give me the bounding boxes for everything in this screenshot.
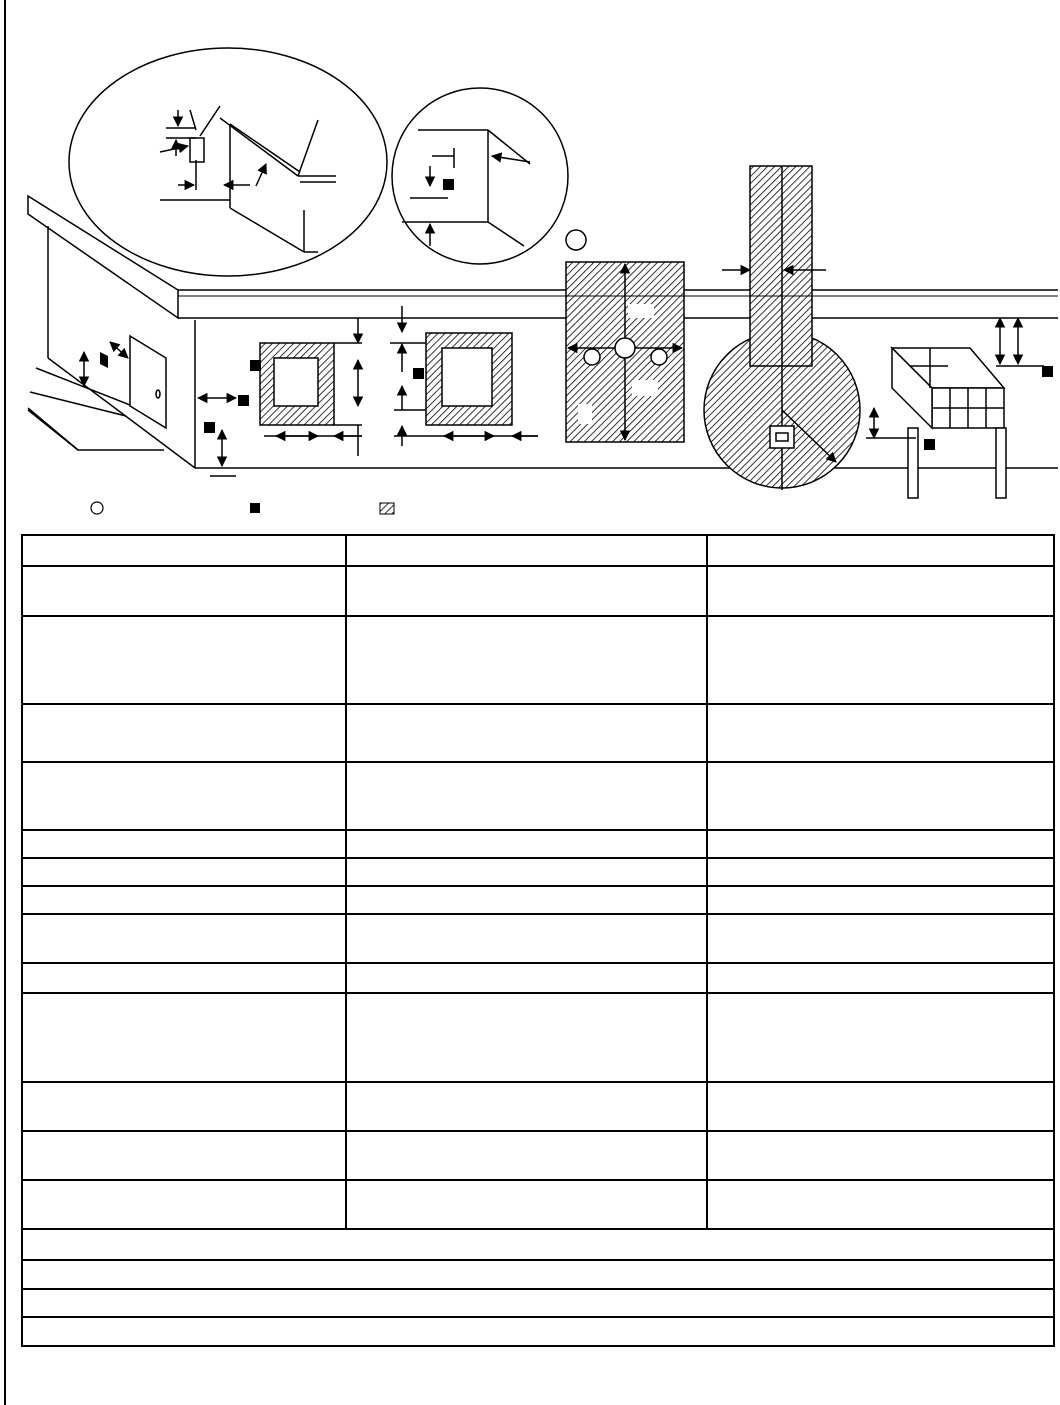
- table-cell: [22, 762, 346, 830]
- table-row: [22, 1317, 1054, 1346]
- table-cell: [346, 963, 707, 993]
- table-cell: [707, 830, 1054, 858]
- table-cell: [346, 993, 707, 1081]
- table-cell: [346, 914, 707, 963]
- table-cell: [707, 1131, 1054, 1180]
- table-row: [22, 1229, 1054, 1260]
- table-row: [22, 993, 1054, 1081]
- table-cell: [346, 1180, 707, 1229]
- table-row: [22, 616, 1054, 704]
- table-row: [22, 886, 1054, 914]
- clearance-table: [21, 534, 1055, 1347]
- table-cell: [22, 1180, 346, 1229]
- legend-circle-symbol: [91, 502, 103, 514]
- table-cell: [22, 1082, 346, 1131]
- table-row: [22, 1131, 1054, 1180]
- table-cell: [22, 993, 346, 1081]
- table-cell: [707, 886, 1054, 914]
- table-row: [22, 704, 1054, 762]
- table-row: [22, 830, 1054, 858]
- vent-hatch-zone: [566, 262, 684, 442]
- table-cell: [346, 886, 707, 914]
- vent-clearance-diagram: [0, 0, 1060, 520]
- table-cell: [707, 616, 1054, 704]
- table-cell: [22, 616, 346, 704]
- legend-square-symbol: [250, 503, 260, 513]
- table-row: [22, 858, 1054, 886]
- table-cell: [22, 1131, 346, 1180]
- table-cell: [707, 762, 1054, 830]
- table-cell: [22, 914, 346, 963]
- table-cell: [22, 1317, 1054, 1346]
- legend-hatch-symbol: [380, 503, 394, 514]
- window-left: [260, 318, 362, 456]
- legend-callout-circle: [566, 230, 586, 250]
- table-cell: [346, 762, 707, 830]
- meter-hatch-zone: [704, 166, 860, 490]
- table-row: [22, 1180, 1054, 1229]
- table-cell: [707, 566, 1054, 616]
- table-cell: [22, 566, 346, 616]
- table-header-row: [22, 535, 1054, 566]
- table-cell: [22, 886, 346, 914]
- table-header-cell: [22, 535, 346, 566]
- table-cell: [22, 1260, 1054, 1289]
- table-cell: [707, 993, 1054, 1081]
- table-cell: [22, 963, 346, 993]
- table-cell: [707, 963, 1054, 993]
- corner-detail-callout: [392, 88, 568, 264]
- table-cell: [346, 1131, 707, 1180]
- table-cell: [22, 704, 346, 762]
- table-cell: [22, 830, 346, 858]
- table-row: [22, 914, 1054, 963]
- table-row: [22, 1260, 1054, 1289]
- table-cell: [707, 914, 1054, 963]
- table-row: [22, 1289, 1054, 1317]
- table-cell: [346, 858, 707, 886]
- table-cell: [707, 1180, 1054, 1229]
- table-row: [22, 566, 1054, 616]
- table-row: [22, 762, 1054, 830]
- window-right: [390, 306, 538, 446]
- table-cell: [707, 704, 1054, 762]
- table-cell: [707, 1082, 1054, 1131]
- table-row: [22, 1082, 1054, 1131]
- eave-detail-callout: [69, 48, 387, 276]
- table-cell: [707, 858, 1054, 886]
- table-cell: [346, 704, 707, 762]
- table-row: [22, 963, 1054, 993]
- table-cell: [22, 858, 346, 886]
- table-cell: [22, 1289, 1054, 1317]
- table-cell: [22, 1229, 1054, 1260]
- table-header-cell: [346, 535, 707, 566]
- legend: [91, 502, 394, 514]
- table-cell: [346, 830, 707, 858]
- table-cell: [346, 566, 707, 616]
- table-header-cell: [707, 535, 1054, 566]
- table-cell: [346, 1082, 707, 1131]
- table-cell: [346, 616, 707, 704]
- deck-structure: [866, 318, 1044, 498]
